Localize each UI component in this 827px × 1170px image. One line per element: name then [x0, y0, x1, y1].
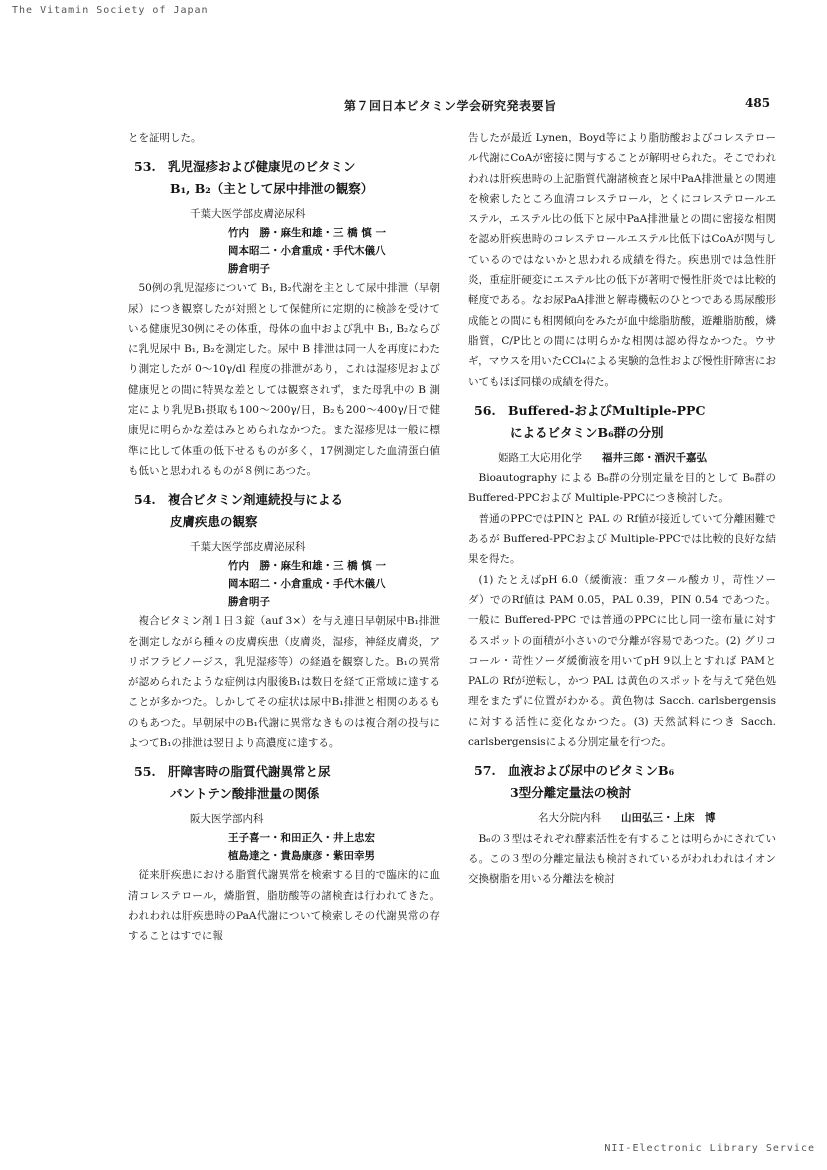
abstract-53 [128, 156, 440, 481]
affiliation: 姫路工大応用化学 [498, 451, 582, 464]
title-line-2: パントテン酸排泄量の関係 [170, 786, 320, 802]
abstract-body: B₆の３型はそれぞれ酵素活性を有することは明らかにされている。この３型の分離定量法も検討されているがわれわれはイオン交換樹脂を用いる分離法を検討 [468, 832, 776, 886]
title-line-2: 3型分離定量法の検討 [510, 785, 632, 801]
affiliation: 阪大医学部内科 [190, 813, 264, 826]
abstract-number: 57. [474, 763, 496, 779]
abstract-body-3: (1) たとえばpH 6.0（緩衝液：重フタール酸カリ，苛性ソーダ）でのRf値は PAM 0.05，PAL 0.39，PIN 0.54 であつた。一般に Buffered-PPC では普通のPPCに比し同一塗布量に対するスポットの面積が小さいので分離が容易であつた。(2) グリココール・苛性ソーダ緩衝液を用いてpH 9以上とすれば PAMと PALの Rfが逆転し，かつ PAL は黄色のスポットを与えて発色処理をまたずに位置がわかる。黄色物は Sacch. carlsbergensisに対する活性に変化なかつた。(3) 天然試料につき Sacch. carlsbergensisによる分別定量を行つた。 [468, 573, 776, 749]
affiliation: 名大分院内科 [538, 812, 601, 825]
abstract-56 [468, 400, 776, 752]
affiliation: 千葉大医学部皮膚泌尿科 [190, 541, 306, 554]
right-column [468, 128, 776, 890]
abstract-title [468, 400, 776, 422]
title-line-2: によるビタミンB₆群の分別 [510, 424, 664, 440]
abstract-body: 50例の乳児湿疹について B₁, B₂代謝を主として尿中排泄（早朝尿）につき観察したが対照として保健所に定期的に検診を受けている健康児30例にその体重，母体の血中および乳中 B₁, B₂ならびに乳児尿中 B₁, B₂を測定した。尿中 B 排泄は同一人を再度にわたり測定したが 0～10γ/dl 程度の排泄があり，これは湿疹児および健康児との間に特異な差としては観察されず，また母乳中の B 測定により乳児B₁摂取も100～200γ/日，B₂も200～400γ/日で健康児に明らかな差はみとめられなかつた。また湿疹児は一般に標準に比して体重の低下せるものが多く，17例測定した血清蛋白値も低いと思われるものが８例にあつた。 [128, 282, 440, 477]
title-line-2: 皮膚疾患の観察 [170, 514, 258, 530]
abstract-title [128, 156, 440, 178]
authors: 王子喜一・和田正久・井上忠宏 植島達之・貴島康彦・紫田幸男 [228, 832, 375, 863]
title-line-1: 肝障害時の脂質代謝異常と尿 [168, 764, 331, 780]
abstract-body: 従来肝疾患における脂質代謝異常を検索する目的で臨床的に血清コレステロール，燐脂質，脂肪酸等の諸検査は行われてきた。われわれは肝疾患時のPaA代謝について検索しその代謝異常の存することはすでに報 [128, 869, 440, 943]
abstract-body-2: 普通のPPCではPINと PAL の Rf値が接近していて分離困難であるが Buffered-PPCおよび Multiple-PPCでは比較的良好な結果を得た。 [468, 512, 776, 566]
abstract-body: 複合ビタミン剤１日３錠（auf 3×）を与え連日早朝尿中B₁排泄を測定しながら種々の皮膚疾患（皮膚炎，湿疹，神経皮膚炎，アリボフラビノージス，乳児湿疹等）の経過を観察した。B₁の異常が認められたような症例は内服後B₁は数日を経て正常域に達することが多かつた。しかしてその症状は尿中B₁排泄と相関のあるものもあつた。早朝尿中のB₁代謝に異常なきものは複合剤の投与によつてB₁の排泄は翌日より高濃度に達する。 [128, 615, 440, 750]
top-banner: The Vitamin Society of Japan [12, 5, 209, 16]
title-line-1: 複合ビタミン剤連続投与による [168, 492, 344, 508]
left-column [128, 128, 440, 947]
affiliation-authors [468, 448, 776, 468]
affiliation: 千葉大医学部皮膚泌尿科 [190, 208, 306, 221]
abstract-number: 55. [134, 764, 156, 780]
authors: 竹内 勝・麻生和雄・三 橋 慎 一 岡本昭二・小倉重成・手代木儀八 勝倉明子 [228, 227, 386, 276]
authors: 山田弘三・上床 博 [621, 812, 716, 825]
abstract-number: 54. [134, 492, 156, 508]
title-line-1: 乳児湿疹および健康児のビタミン [168, 159, 356, 175]
running-header: 第７回日本ビタミン学会研究発表要旨 [344, 99, 557, 113]
abstract-number: 53. [134, 159, 156, 175]
abstract-title [128, 761, 440, 783]
abstract-title [468, 760, 776, 782]
continuation-text: とを証明した。 [128, 132, 202, 144]
title-line-2: B₁, B₂（主として尿中排泄の観察） [170, 181, 374, 197]
abstract-54 [128, 489, 440, 753]
title-line-1: Buffered-およびMultiple-PPC [508, 402, 706, 418]
title-line-1: 血液および尿中のビタミンB₆ [508, 763, 675, 779]
abstract-number: 56. [474, 402, 496, 418]
affiliation-authors [468, 808, 776, 828]
abstract-57 [468, 760, 776, 889]
abstract-body-1: Bioautography による B₆群の分別定量を目的として B₆群のBuffered-PPCおよび Multiple-PPCにつき検討した。 [468, 472, 776, 505]
abstract-title [128, 489, 440, 511]
bottom-banner: NII-Electronic Library Service [604, 1143, 815, 1154]
continuation-text: 告したが最近 Lynen，Boyd等により脂肪酸およびコレステロール代謝にCoAが密接に関与することが解明せられた。そこでわれわれは肝疾患時の上記脂質代謝諸検査と尿中PaA排泄量との関連を検索したところ血清コレステロール，とくにコレステロールエステル，エステル比の低下と尿中PaA排泄量との間に密接な相関を認め肝疾患時のコレステロールエステル比低下はCoAが関与しているのではないかと思われる成績を得た。疾患別では急性肝炎，重症肝硬変にエステル比の低下が著明で慢性肝炎では比較的軽度である。なお尿PaA排泄と解毒機転のひとつである馬尿酸形成能との間にも相関傾向をみたが血中総脂肪酸，遊離脂肪酸，燐脂質，C/P比との間には明らかな相関は認め得なかつた。ウサギ，マウスを用いたCCl₄による実験的急性および慢性肝障害においてもほぼ同様の成績を得た。 [468, 132, 776, 388]
authors: 竹内 勝・麻生和雄・三 橋 慎 一 岡本昭二・小倉重成・手代木儀八 勝倉明子 [228, 560, 386, 609]
abstract-55 [128, 761, 440, 946]
authors: 福井三郎・酒沢千嘉弘 [602, 451, 707, 464]
page-number: 485 [745, 96, 771, 110]
